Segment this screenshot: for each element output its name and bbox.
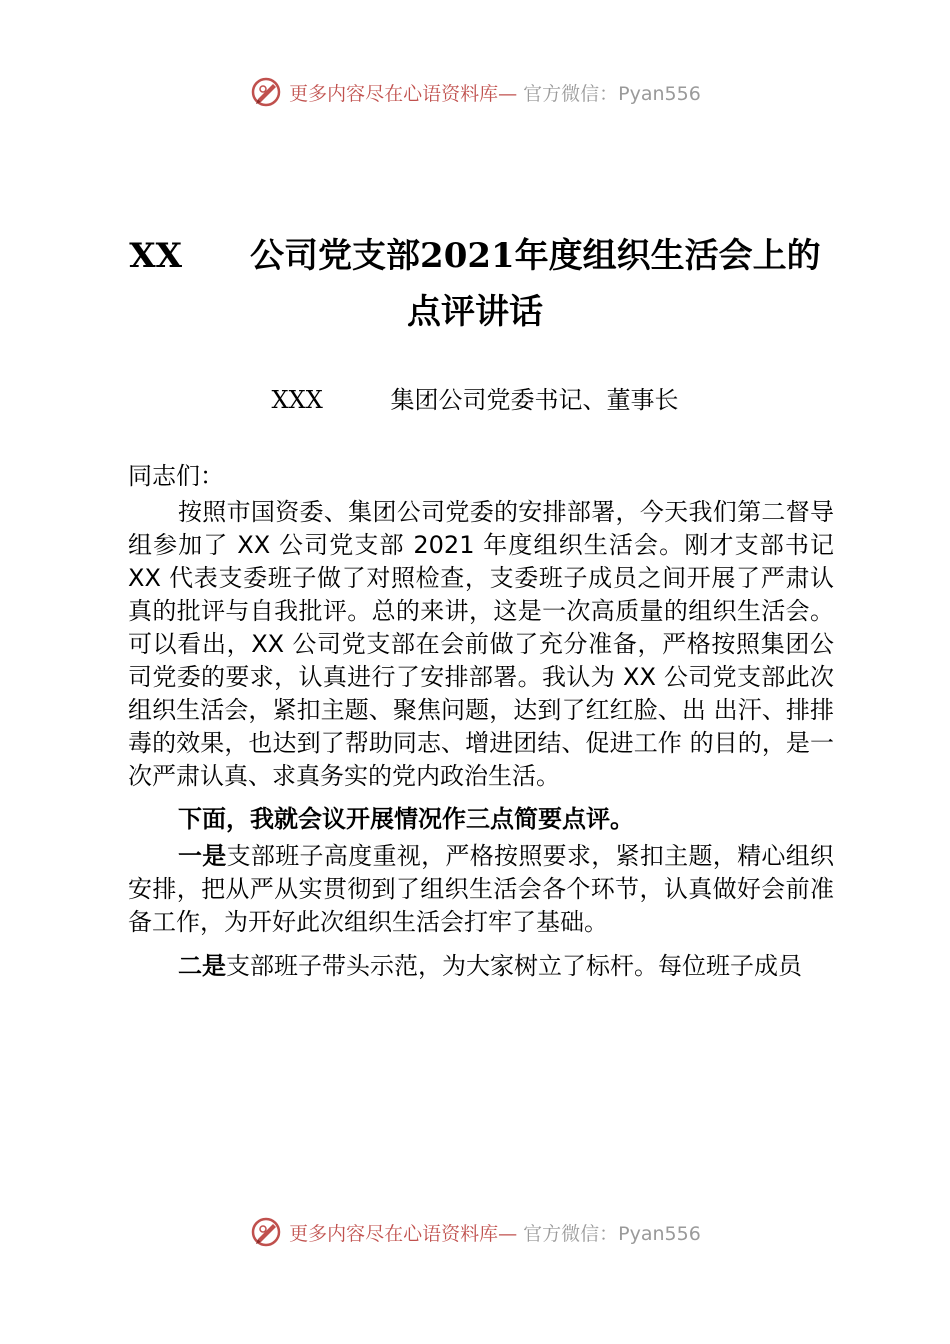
greeting: 同志们：: [128, 462, 224, 490]
point-1-text: 支部班子高度重视，严格按照要求，紧扣主题，精心组织安排，把从严从实贯彻到了组织生活会各个环节，认真做好会前准备工作，为开好此次组织生活会打牢了基础。: [128, 842, 835, 936]
point-2-text: 支部班子带头示范，为大家树立了标杆。每位班子成员: [226, 952, 802, 980]
red-pen-seal-icon: [249, 1215, 283, 1249]
paragraph-1-text: 按照市国资委、集团公司党委的安排部署，今天我们第二督导组参加了 XX 公司党支部 2021 年度组织生活会。刚才支部书记 XX 代表支委班子做了对照检查，支委班子成员之间开展了严肃认真的批评与自我批评。总的来讲，这是一次高质量的组织生活会。可以看出，XX 公司党支部在会前做了充分准备，严格按照集团公司党委的要求，认真进行了安排部署。我认为 XX 公司党支部此次组织生活会，紧扣主题、聚焦问题，达到了红红脸、出 出汗、排排毒的效果，也达到了帮助同志、增进团结、促进工作 的目的，是一次严肃认真、求真务实的党内政治生活。: [128, 498, 834, 790]
watermark-banner-bottom: [0, 1212, 950, 1252]
document-title-line2: 点评讲话: [407, 292, 543, 332]
document-title-line1: XX 公司党支部2021年度组织生活会上的: [129, 236, 821, 276]
watermark-text: 更多内容尽在心语资料库—: [289, 82, 518, 105]
paragraph-2-text: 下面，我就会议开展情况作三点简要点评。: [178, 805, 634, 833]
paragraph-1: [128, 496, 834, 793]
watermark-wechat: 官方微信：Pyan556: [523, 82, 701, 105]
point-1: [128, 840, 834, 939]
author-role: 集团公司党委书记、董事长: [390, 386, 679, 414]
paragraph-2: [128, 803, 834, 836]
author-line: [0, 382, 950, 418]
point-2-lead: 二是: [178, 952, 226, 980]
point-1-lead: 一是: [178, 842, 227, 870]
watermark-text: 更多内容尽在心语资料库—: [289, 1222, 518, 1245]
watermark-wechat: 官方微信：Pyan556: [523, 1222, 701, 1245]
watermark-banner-top: [0, 72, 950, 112]
point-2: [128, 950, 834, 983]
author-name: XXX: [271, 386, 323, 414]
red-pen-seal-icon: [249, 75, 283, 109]
